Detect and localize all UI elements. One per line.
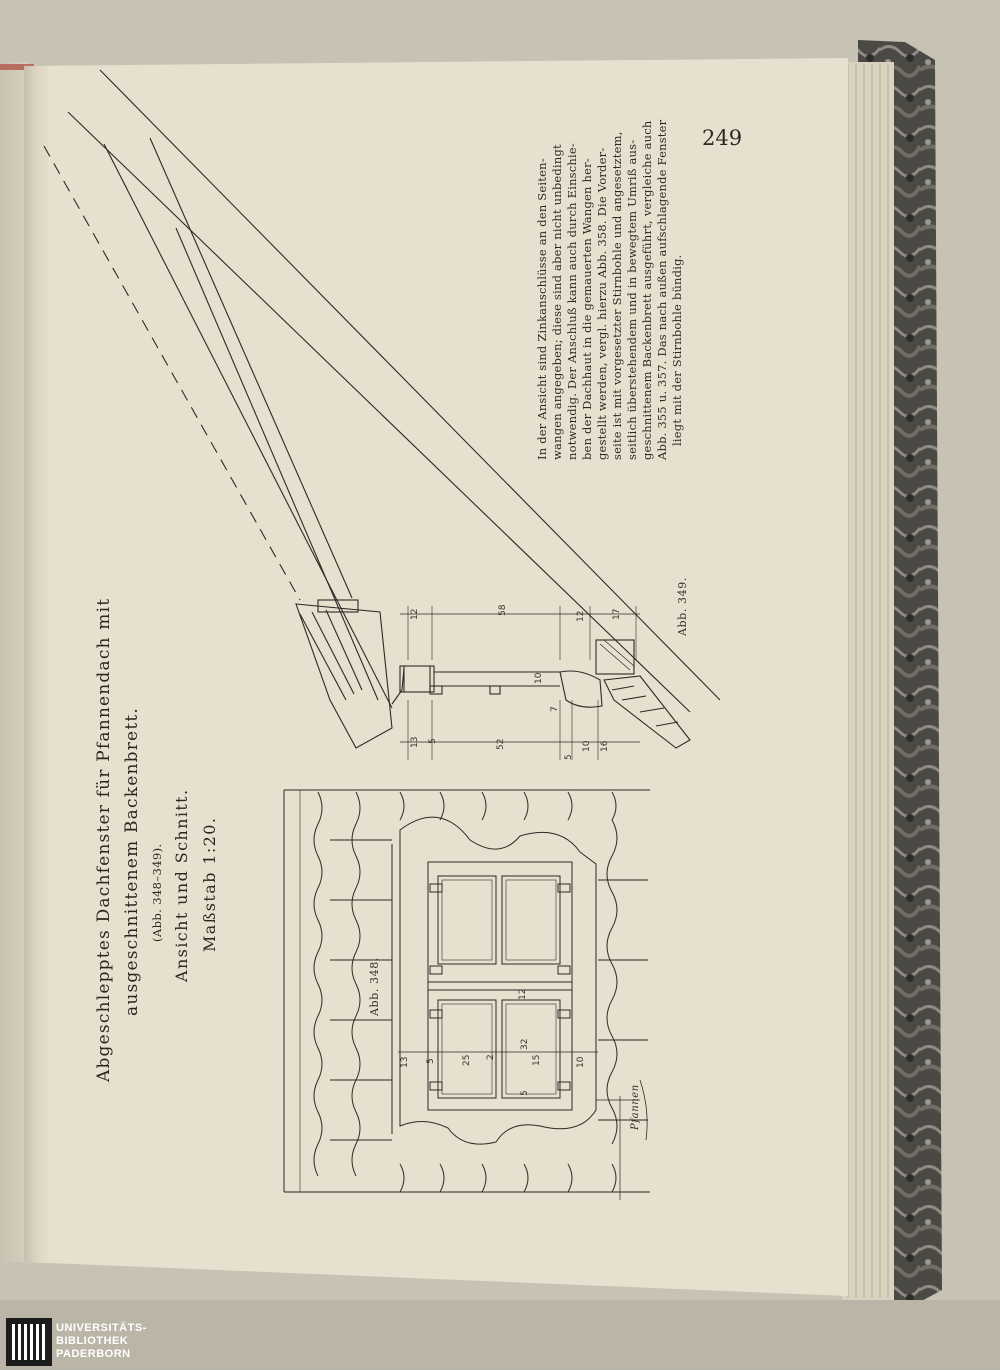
dimension-label: 12 bbox=[410, 608, 420, 620]
body-text-line: gestellt werden, vergl. hierzu Abb. 358. Die Vorder- bbox=[595, 147, 609, 460]
dimension-label: 5 bbox=[520, 1090, 530, 1096]
caption-title-line2: ausgeschnittenem Backenbrett. bbox=[122, 707, 142, 1016]
body-text-line: In der Ansicht sind Zinkanschlüsse an den Seiten- bbox=[535, 158, 549, 460]
dimension-label: 32 bbox=[520, 1038, 530, 1050]
dimension-label: 58 bbox=[498, 604, 508, 616]
library-name-line2: BIBLIOTHEK bbox=[56, 1335, 129, 1347]
library-logo-icon bbox=[6, 1318, 54, 1366]
body-text-line: liegt mit der Stirnbohle bündig. bbox=[670, 254, 684, 446]
body-text-line: notwendig. Der Anschluß kann auch durch Einschie- bbox=[565, 142, 579, 460]
dimension-label: 16 bbox=[600, 740, 610, 752]
body-text-line: Abb. 355 u. 357. Das nach außen aufschlagende Fenster bbox=[655, 119, 669, 460]
dimension-label: 13 bbox=[400, 1056, 410, 1068]
body-text-lines bbox=[535, 120, 685, 460]
dimension-label: 5 bbox=[564, 754, 574, 760]
body-text-line: wangen angegeben; diese sind aber nicht unbedingt bbox=[550, 144, 564, 460]
dimension-label: 15 bbox=[532, 1054, 542, 1066]
dimension-label: 10 bbox=[576, 1056, 586, 1068]
dimension-label: 7 bbox=[550, 706, 560, 712]
dimension-label: 10 bbox=[534, 672, 544, 684]
dimension-label: 10 bbox=[582, 740, 592, 752]
dimension-label: 12 bbox=[576, 610, 586, 622]
figure-label-348: Abb. 348. bbox=[368, 957, 381, 1016]
dimension-label: 13 bbox=[410, 736, 420, 748]
library-name-line1: UNIVERSITÄTS- bbox=[56, 1322, 147, 1334]
figure-label-349: Abb. 349. bbox=[676, 577, 689, 636]
caption-title-line1: Abgeschlepptes Dachfenster für Pfannendach mit bbox=[94, 597, 114, 1082]
caption-figure-range: (Abb. 348–349). bbox=[150, 843, 164, 942]
body-text-line: ben der Dachhaut in die gemauerten Wangen her- bbox=[580, 158, 594, 460]
library-name-line3: PADERBORN bbox=[56, 1348, 131, 1360]
dimension-label: 5 bbox=[426, 1058, 436, 1064]
handwritten-note: Pfannen bbox=[630, 1084, 641, 1130]
body-text-line: seitlich überstehendem und in bewegtem Umriß aus- bbox=[625, 139, 639, 460]
caption-scale: Maßstab 1:20. bbox=[200, 816, 219, 952]
body-text-line: seite ist mit vorgesetzter Stirnbohle und angesetztem, bbox=[610, 131, 624, 460]
caption-view-type: Ansicht und Schnitt. bbox=[172, 788, 191, 982]
caption-lines bbox=[90, 598, 224, 1082]
dimension-label: 25 bbox=[462, 1054, 472, 1066]
body-text-line: geschnittenem Backenbrett ausgeführt, vergleiche auch bbox=[640, 120, 654, 460]
page-number: 249 bbox=[702, 126, 743, 150]
dimension-label: 17 bbox=[612, 608, 622, 620]
dimension-label: 2 bbox=[486, 1054, 496, 1060]
dimension-label: 5 bbox=[428, 738, 438, 744]
dimension-label: 12 bbox=[518, 988, 528, 1000]
dimension-label: 52 bbox=[496, 738, 506, 750]
library-logo bbox=[6, 1318, 146, 1366]
